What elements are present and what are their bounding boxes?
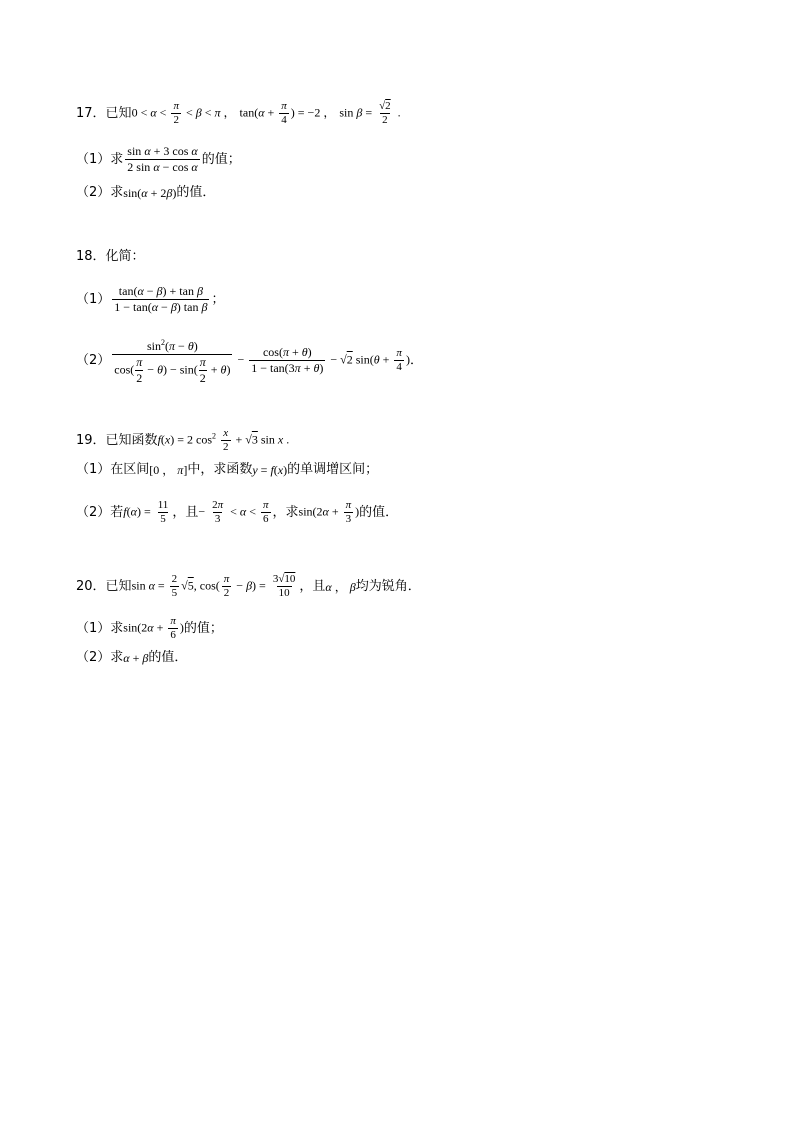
part-middle: 中，求函数 (187, 462, 253, 477)
part-prefix: 求 (110, 650, 124, 665)
interval: [0 ， π] (149, 462, 188, 477)
problem-17-part-2 (76, 186, 215, 199)
part-prefix: 在区间 (110, 462, 150, 477)
problem-number: 17． (76, 106, 106, 121)
problem-17-part-1 (76, 144, 241, 175)
problem-20-part-1 (76, 615, 223, 642)
part-middle: ，且 (172, 505, 199, 520)
intro-tail-2: 均为锐角． (355, 579, 421, 594)
problem-intro: 已知 (105, 579, 132, 594)
part-suffix: ． (409, 353, 423, 368)
part-suffix: 的值； (183, 621, 223, 636)
problem-17-stem (76, 100, 401, 127)
simplify-expression: $\sin^2(\pi - \theta)$ cos( $\frac{\pi}{2}$ − θ) − sin( $\frac{\pi}{2}$ + θ) − $\frac{\cos(\pi + \theta)}{1 - \tan(3\pi + \theta)}$ − √2 sin(θ + $\frac{\pi}{4}$ ) (114, 338, 410, 385)
problem-20-stem (76, 573, 421, 600)
f-alpha-value: f(α) = $\frac{11}{5}$ (123, 499, 169, 525)
condition-sin: sin β = $\frac{√2}{2}$ . (339, 100, 401, 126)
sin-expression: sin(α + 2β) (123, 185, 177, 200)
given-values: sin α = $\frac{2}{5}$ √5, cos( $\frac{\pi}{2}$ − β) = $\frac{3√10}{10}$ (131, 573, 296, 599)
problem-19-part-2 (76, 499, 398, 526)
problem-18-part-2 (76, 335, 423, 386)
tan-fraction: $\frac{\text{tan(α − β) + tan β}}{\text{1 − tan(α − β) tan β}}$ (114, 284, 208, 314)
problem-number: 18． (76, 249, 106, 264)
alpha-range: − $\frac{2\pi}{3}$ < α < $\frac{\pi}{6}$ (198, 499, 269, 525)
sin-expression: sin(2α + $\frac{\pi}{3}$ ) (298, 499, 360, 525)
part-suffix: 的值． (148, 650, 188, 665)
problem-intro: 已知函数 (105, 433, 158, 448)
intro-tail: ，且 (299, 579, 326, 594)
part-prefix: 若 (110, 505, 124, 520)
problem-18-stem (76, 250, 145, 263)
sum-expression: α + β (123, 650, 149, 665)
problem-intro: 化简： (105, 249, 145, 264)
part-label: （2） (76, 650, 111, 665)
part-label: （1） (76, 292, 111, 307)
problem-number: 20． (76, 579, 106, 594)
fraction-expression: $\frac{\text{sin α + 3 cos α}}{\text{2 sin α − cos α}}$ (127, 144, 198, 174)
problem-20-part-2 (76, 651, 187, 664)
sin-expression: sin(2α + $\frac{\pi}{6}$ ) (123, 615, 184, 641)
problem-19-part-1 (76, 463, 378, 476)
function-name: y = f(x) (252, 462, 288, 477)
part-suffix: 的值． (176, 185, 216, 200)
part-middle-2: ，求 (272, 505, 299, 520)
part-suffix: 的值； (201, 152, 241, 167)
condition-tan: tan(α + $\frac{\pi}{4}$ ) = −2 ， (239, 100, 336, 126)
problem-19-stem (76, 427, 289, 454)
condition-inequality: 0 < α < $\frac{\pi}{2}$ < β < π ， (131, 100, 236, 126)
part-label: （2） (76, 505, 111, 520)
function-definition: f(x) = 2 $\cos^2$ $\frac{x}{2}$ + √3 sin x . (157, 427, 290, 453)
part-suffix: 的单调增区间； (287, 462, 379, 477)
part-label: （2） (76, 353, 111, 368)
part-label: （1） (76, 152, 111, 167)
part-prefix: 求 (110, 621, 124, 636)
part-prefix: 求 (110, 185, 124, 200)
part-label: （2） (76, 185, 111, 200)
problem-number: 19． (76, 433, 106, 448)
part-label: （1） (76, 462, 111, 477)
part-suffix: ； (211, 292, 225, 307)
problem-18-part-1 (76, 284, 224, 315)
angle-names: α ， β (325, 579, 356, 594)
part-prefix: 求 (110, 152, 124, 167)
part-label: （1） (76, 621, 111, 636)
part-suffix: 的值． (359, 505, 399, 520)
problem-intro: 已知 (105, 106, 132, 121)
